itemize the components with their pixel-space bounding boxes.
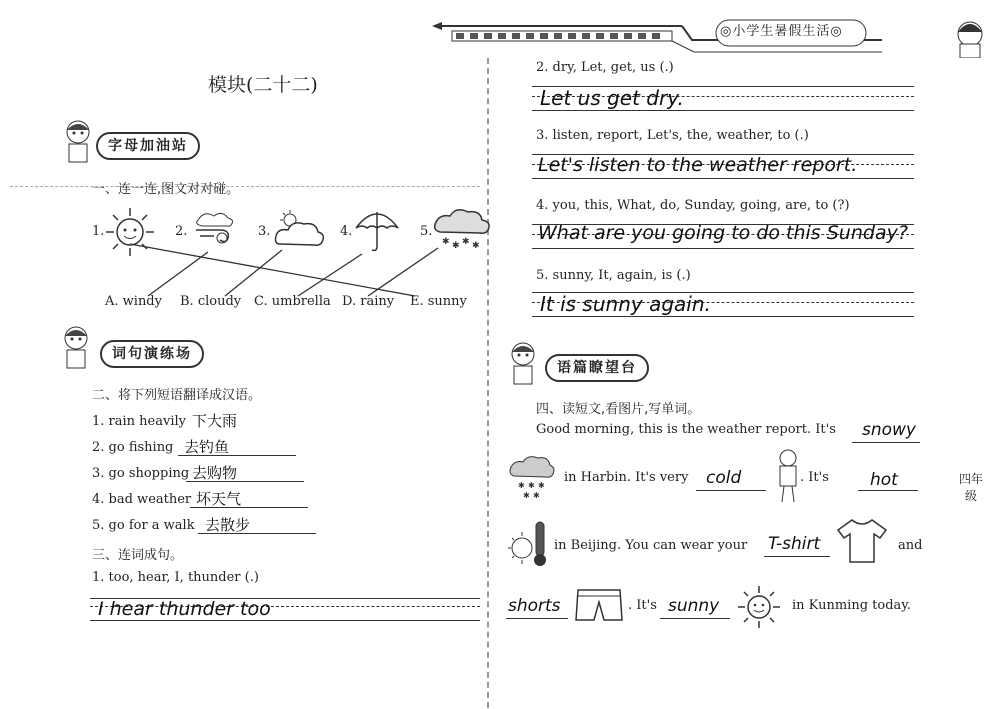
svg-text:✱: ✱ — [533, 491, 540, 500]
passage-line-3b: and — [898, 538, 923, 553]
writing-line — [90, 620, 480, 621]
writing-line — [532, 178, 914, 179]
svg-text:✱: ✱ — [462, 237, 470, 247]
thermometer-sun-icon — [508, 518, 550, 570]
kid-mascot-icon — [58, 324, 94, 372]
passage-line-3a: in Beijing. You can wear your — [554, 538, 748, 553]
kid-mascot-icon — [60, 118, 96, 166]
writing-line — [532, 110, 914, 111]
phrase-answer-1: 下大雨 — [192, 412, 238, 430]
kid-mascot-icon — [505, 340, 541, 388]
passage-line-2b: . It's — [800, 470, 829, 485]
picture-number-5: 5. — [420, 224, 433, 239]
matching-lines — [100, 240, 480, 300]
passage-line-1: Good morning, this is the weather report. It's — [536, 422, 836, 437]
picture-number-4: 4. — [340, 224, 353, 239]
option-rainy: D. rainy — [342, 294, 395, 309]
passage-line-2a: in Harbin. It's very — [564, 470, 689, 485]
sentence-answer-5: It is sunny again. — [540, 292, 711, 316]
passage-line-4a: . It's — [628, 598, 657, 613]
answer-line — [186, 481, 304, 482]
picture-number-3: 3. — [258, 224, 271, 239]
phrase-prompt-1: 1. rain heavily — [92, 414, 186, 429]
option-windy: A. windy — [105, 294, 162, 309]
phrase-prompt-3: 3. go shopping — [92, 466, 190, 481]
writing-line — [532, 248, 914, 249]
phrase-prompt-2: 2. go fishing — [92, 440, 174, 455]
part3-instruction: 三、连词成句。 — [92, 548, 184, 563]
svg-text:✱: ✱ — [538, 481, 545, 490]
answer-line — [696, 490, 766, 491]
sun-icon — [736, 584, 782, 630]
page-fold-divider — [487, 58, 489, 708]
part1-instruction: 一、连一连,图文对对碰。 — [92, 182, 240, 197]
section-title-letters: 字母加油站 — [96, 132, 200, 160]
writing-line — [532, 316, 914, 317]
option-sunny: E. sunny — [410, 294, 467, 309]
section-title-reading: 语篇瞭望台 — [545, 354, 649, 382]
section-title-words: 词句演练场 — [100, 340, 204, 368]
sentence-prompt-1: 1. too, hear, I, thunder (.) — [92, 570, 259, 585]
sentence-answer-3: Let's listen to the weather report. — [538, 154, 858, 176]
answer-line — [506, 618, 568, 619]
snow-cloud-icon — [508, 452, 556, 500]
phrase-answer-4: 坏天气 — [196, 490, 242, 508]
sentence-answer-2: Let us get dry. — [540, 86, 684, 110]
part4-instruction: 四、读短文,看图片,写单词。 — [536, 402, 701, 417]
answer-line — [190, 507, 308, 508]
svg-text:✱: ✱ — [452, 241, 460, 251]
svg-text:✱: ✱ — [528, 481, 535, 490]
svg-text:✱: ✱ — [523, 491, 530, 500]
phrase-answer-3: 去购物 — [192, 464, 238, 482]
answer-line — [198, 533, 316, 534]
sentence-prompt-5: 5. sunny, It, again, is (.) — [536, 268, 691, 283]
phrase-answer-5: 去散步 — [205, 516, 251, 534]
svg-text:✱: ✱ — [472, 241, 480, 251]
passage-answer-hot: hot — [870, 470, 898, 490]
passage-answer-cold: cold — [706, 468, 742, 488]
answer-line — [764, 556, 830, 557]
option-cloudy: B. cloudy — [180, 294, 242, 309]
passage-answer-sunny: sunny — [668, 596, 720, 616]
phrase-prompt-4: 4. bad weather — [92, 492, 192, 507]
phrase-answer-2: 去钓鱼 — [184, 438, 230, 456]
passage-answer-shorts: shorts — [508, 596, 561, 616]
part2-instruction: 二、将下列短语翻译成汉语。 — [92, 388, 262, 403]
tshirt-icon — [834, 518, 890, 564]
passage-answer-snowy: snowy — [862, 420, 916, 440]
svg-text:✱: ✱ — [518, 481, 525, 490]
sentence-answer-1: I hear thunder too — [98, 598, 271, 620]
passage-line-4b: in Kunming today. — [792, 598, 912, 613]
sentence-prompt-4: 4. you, this, What, do, Sunday, going, are, to (?) — [536, 198, 850, 213]
picture-number-2: 2. — [175, 224, 188, 239]
sentence-prompt-3: 3. listen, report, Let's, the, weather, to (.) — [536, 128, 809, 143]
picture-number-1: 1. — [92, 224, 105, 239]
answer-line — [852, 442, 920, 443]
option-umbrella: C. umbrella — [254, 294, 331, 309]
passage-answer-tshirt: T-shirt — [768, 534, 821, 554]
dashed-separator — [10, 186, 480, 187]
module-title: 模块(二十二) — [208, 74, 318, 96]
answer-line — [660, 618, 730, 619]
phrase-prompt-5: 5. go for a walk — [92, 518, 195, 533]
shorts-icon — [574, 588, 624, 624]
header-decoration — [432, 18, 1000, 58]
answer-line — [178, 455, 296, 456]
sentence-prompt-2: 2. dry, Let, get, us (.) — [536, 60, 674, 75]
answer-line — [858, 490, 918, 491]
sentence-answer-4: What are you going to do this Sunday? — [538, 222, 908, 244]
svg-text:✱: ✱ — [442, 237, 450, 247]
series-title: ◎小学生暑假生活◎ — [720, 24, 843, 39]
side-grade-label: 四年级 — [958, 472, 983, 503]
